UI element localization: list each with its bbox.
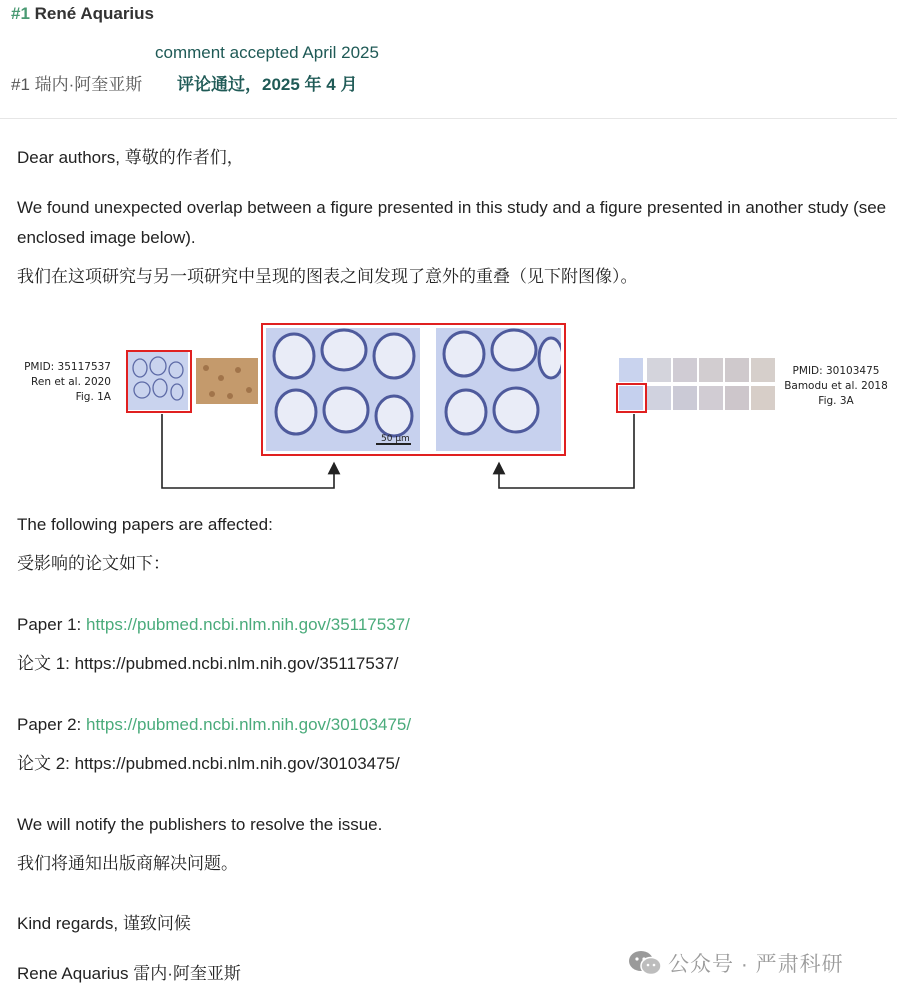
right-highlight-box [616, 383, 647, 413]
paper-2-link[interactable]: https://pubmed.ncbi.nlm.nih.gov/30103475/ [86, 715, 412, 734]
signature-text: Rene Aquarius 雷内·阿奎亚斯 [17, 964, 241, 983]
right-figure-ref: Fig. 3A [818, 395, 854, 407]
comment-author[interactable]: René Aquarius [34, 4, 154, 23]
right-pmid: PMID: 30103475 [792, 365, 880, 377]
affected-text-translation: 受影响的论文如下： [17, 554, 170, 573]
comment-number-translation: #1 瑞内·阿奎亚斯 [11, 75, 143, 94]
paper-1-link[interactable]: https://pubmed.ncbi.nlm.nih.gov/35117537/ [86, 615, 410, 634]
notify-text-translation: 我们将通知出版商解决问题。 [17, 854, 238, 873]
right-citation: Bamodu et al. 2018 [784, 380, 888, 392]
comment-header [0, 0, 897, 119]
left-pmid: PMID: 35117537 [24, 361, 111, 373]
overlap-text: We found unexpected overlap between a figure presented in this study and a figure presented in another study (see enclosed image below). [17, 198, 887, 247]
left-figure-ref: Fig. 1A [75, 391, 111, 403]
paper-2-label: Paper 2: [17, 715, 86, 734]
paper-2-translation: 论文 2: https://pubmed.ncbi.nlm.nih.gov/30103475/ [17, 754, 400, 773]
affected-text: The following papers are affected: [17, 515, 273, 534]
notify-text: We will notify the publishers to resolve the issue. [17, 815, 383, 834]
comment-title [11, 4, 154, 24]
left-figure-label [17, 360, 111, 405]
comment-status-translation: 评论通过，2025 年 4 月 [177, 75, 358, 94]
watermark [628, 948, 844, 982]
paper-1-line [17, 610, 410, 640]
paper-1-translation: 论文 1: https://pubmed.ncbi.nlm.nih.gov/35117537/ [17, 654, 399, 673]
wechat-icon [628, 950, 662, 982]
watermark-text: 公众号 · 严肃科研 [668, 953, 844, 976]
comment-number[interactable]: #1 [11, 4, 30, 23]
comment-status: comment accepted April 2025 [155, 43, 379, 62]
left-highlight-box [126, 350, 192, 413]
right-figure-label [781, 364, 891, 409]
comparison-micrographs [266, 328, 561, 451]
regards-text: Kind regards, 谨致问候 [17, 914, 191, 933]
scale-bar-label: 50 μm [381, 434, 410, 444]
left-citation: Ren et al. 2020 [31, 376, 111, 388]
paper-2-line [17, 710, 411, 740]
greeting-text: Dear authors, 尊敬的作者们， [17, 148, 244, 167]
overlap-text-translation: 我们在这项研究与另一项研究中呈现的图表之间发现了意外的重叠（见下附图像）。 [17, 267, 638, 286]
overlap-figure [17, 318, 897, 498]
paper-1-label: Paper 1: [17, 615, 86, 634]
